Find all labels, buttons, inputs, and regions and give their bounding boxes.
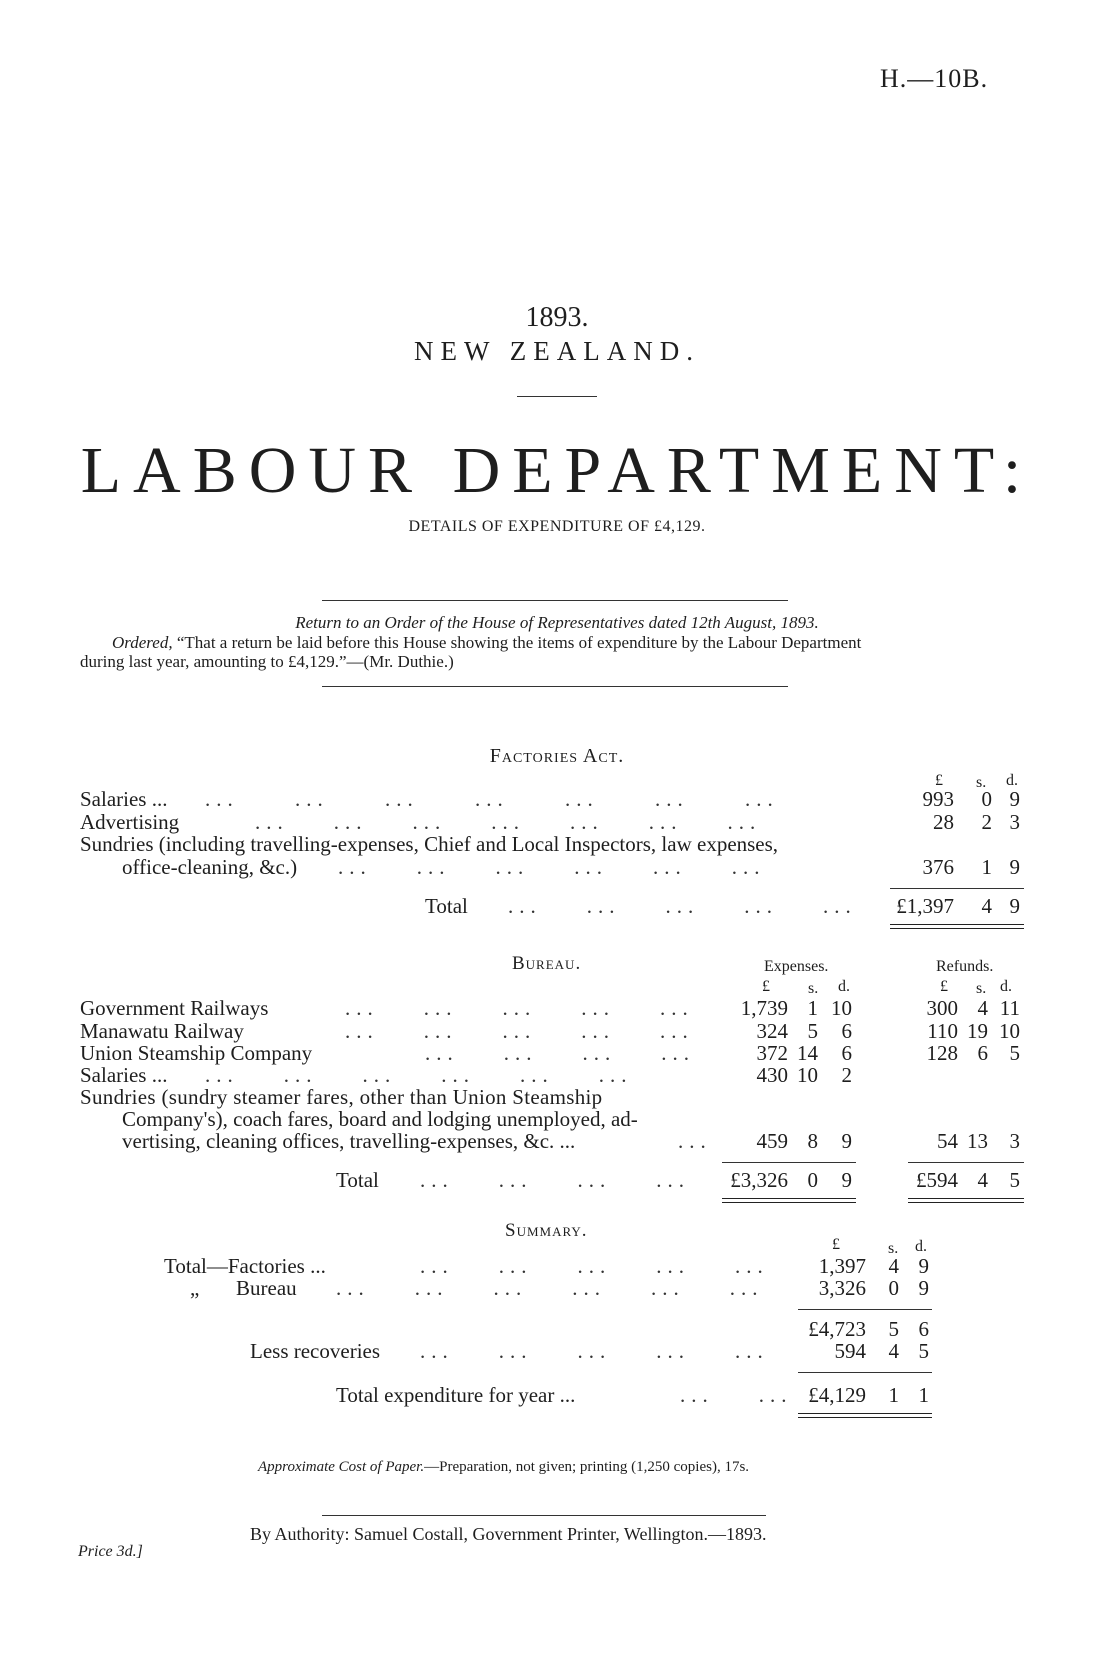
leader-dots: ... ... ... ... bbox=[420, 1168, 690, 1192]
summary-row-shillings: 0 bbox=[888, 1276, 899, 1300]
bureau-ref-pounds: 128 bbox=[926, 1041, 958, 1065]
price: Price 3d.] bbox=[78, 1543, 143, 1560]
leader-dots: ... ... ... ... ... ... bbox=[205, 1063, 633, 1087]
leader-dots: ... ... ... ... ... bbox=[508, 894, 857, 918]
bureau-total-ref-pence: 5 bbox=[1009, 1168, 1020, 1192]
bureau-exp-pounds: 1,739 bbox=[740, 996, 788, 1020]
summary-less-pounds: 594 bbox=[834, 1339, 866, 1363]
bureau-total-label: Total bbox=[336, 1168, 379, 1192]
bureau-row-label: Manawatu Railway bbox=[80, 1019, 244, 1043]
ordered-label: Ordered, bbox=[112, 633, 173, 652]
bureau-exp-pence: 2 bbox=[841, 1063, 852, 1087]
summary-col-shillings: s. bbox=[888, 1240, 899, 1257]
country: NEW ZEALAND. bbox=[414, 336, 700, 366]
bureau-expenses-heading: Expenses. bbox=[764, 958, 829, 975]
summary-total-pence: 1 bbox=[918, 1383, 929, 1407]
bureau-exp-pounds: 324 bbox=[756, 1019, 788, 1043]
summary-total-rule bbox=[798, 1372, 932, 1373]
bureau-row-label-cont: vertising, cleaning offices, travelling-expenses, &c. ... bbox=[122, 1129, 576, 1153]
summary-row-label: Bureau bbox=[236, 1276, 297, 1300]
factories-row-label: Sundries (including travelling-expenses, Chief and Local Inspectors, law expenses, bbox=[80, 832, 779, 856]
order-top-rule bbox=[322, 600, 788, 601]
bureau-ref-col-pounds: £ bbox=[940, 978, 948, 995]
summary-subtotal-shillings: 5 bbox=[888, 1317, 899, 1341]
authority-line: By Authority: Samuel Costall, Government Printer, Wellington.—1893. bbox=[250, 1524, 767, 1544]
bureau-total-ref-pounds: £594 bbox=[916, 1168, 958, 1192]
bureau-row-label: Sundries (sundry steamer fares, other than Union Steamship bbox=[80, 1085, 603, 1109]
summary-row-pence: 9 bbox=[918, 1254, 929, 1278]
bureau-exp-pence: 9 bbox=[841, 1129, 852, 1153]
summary-total-shillings: 1 bbox=[888, 1383, 899, 1407]
year: 1893. bbox=[525, 302, 589, 333]
bureau-ref-shillings: 19 bbox=[967, 1019, 988, 1043]
bureau-exp-pounds: 430 bbox=[756, 1063, 788, 1087]
leader-dots: ... bbox=[678, 1129, 712, 1153]
bureau-exp-shillings: 14 bbox=[797, 1041, 818, 1065]
title-rule bbox=[517, 396, 597, 397]
summary-less-label: Less recoveries bbox=[250, 1339, 381, 1363]
summary-row-shillings: 4 bbox=[888, 1254, 899, 1278]
leader-dots: ... ... ... ... ... bbox=[420, 1339, 769, 1363]
factories-row-pence: 9 bbox=[1009, 855, 1020, 879]
summary-less-shillings: 4 bbox=[888, 1339, 899, 1363]
summary-heading: Summary. bbox=[505, 1220, 588, 1241]
bureau-ref-shillings: 4 bbox=[977, 996, 988, 1020]
order-text-line1 bbox=[112, 633, 861, 653]
bureau-row-label: Government Railways bbox=[80, 996, 269, 1020]
factories-total-shillings: 4 bbox=[981, 894, 992, 918]
document-reference: H.—10B. bbox=[880, 64, 989, 93]
order-bottom-rule bbox=[322, 686, 788, 687]
bureau-ref-pence: 10 bbox=[999, 1019, 1020, 1043]
bureau-exp-pounds: 372 bbox=[756, 1041, 788, 1065]
factories-col-shillings: s. bbox=[976, 774, 987, 791]
order-quote-1: “That a return be laid before this House showing the items of expenditure by the Labour Department bbox=[176, 633, 862, 652]
summary-row-pounds: 1,397 bbox=[818, 1254, 866, 1278]
bureau-ref-pence: 5 bbox=[1009, 1041, 1020, 1065]
summary-total-pounds: £4,129 bbox=[808, 1383, 866, 1407]
factories-row-shillings: 1 bbox=[981, 855, 992, 879]
order-text-line2: during last year, amounting to £4,129.”—(Mr. Duthie.) bbox=[80, 652, 454, 671]
bureau-exp-pence: 6 bbox=[841, 1041, 852, 1065]
bureau-total-exp-pence: 9 bbox=[841, 1168, 852, 1192]
leader-dots: ... ... ... ... ... bbox=[345, 1019, 694, 1043]
bureau-exp-shillings: 1 bbox=[807, 996, 818, 1020]
summary-total-label: Total expenditure for year ... bbox=[336, 1383, 576, 1407]
factories-heading: Factories Act. bbox=[489, 745, 625, 767]
bureau-exp-double-rule bbox=[722, 1198, 856, 1203]
bureau-row-label: Union Steamship Company bbox=[80, 1041, 313, 1065]
leader-dots: ... ... ... ... ... bbox=[345, 996, 694, 1020]
bureau-exp-col-pence: d. bbox=[838, 978, 850, 995]
bureau-exp-total-rule bbox=[722, 1162, 856, 1163]
bureau-exp-pence: 10 bbox=[831, 996, 852, 1020]
summary-row-pounds: 3,326 bbox=[818, 1276, 866, 1300]
bureau-exp-pence: 6 bbox=[841, 1019, 852, 1043]
bureau-total-exp-pounds: £3,326 bbox=[730, 1168, 788, 1192]
bureau-exp-pounds: 459 bbox=[756, 1129, 788, 1153]
factories-col-pounds: £ bbox=[935, 772, 943, 789]
factories-row-pounds: 28 bbox=[933, 810, 954, 834]
factories-col-pence: d. bbox=[1006, 772, 1018, 789]
bureau-ref-total-rule bbox=[908, 1162, 1024, 1163]
summary-total-double-rule bbox=[798, 1413, 932, 1418]
leader-dots: ... ... ... ... ... ... ... bbox=[255, 810, 762, 834]
leader-dots: ... ... ... ... bbox=[425, 1041, 695, 1065]
factories-total-double-rule bbox=[890, 924, 1024, 929]
cost-text: —Preparation, not given; printing (1,250 copies), 17s. bbox=[424, 1459, 750, 1475]
bureau-row-label: Salaries ... bbox=[80, 1063, 168, 1087]
bureau-exp-shillings: 10 bbox=[797, 1063, 818, 1087]
bureau-exp-col-shillings: s. bbox=[808, 980, 819, 997]
bureau-heading: Bureau. bbox=[512, 953, 582, 974]
bureau-exp-shillings: 5 bbox=[807, 1019, 818, 1043]
factories-row-shillings: 2 bbox=[981, 810, 992, 834]
bureau-ref-pence: 11 bbox=[999, 996, 1020, 1020]
factories-row-pounds: 993 bbox=[922, 787, 954, 811]
leader-dots: ... ... ... ... ... ... ... bbox=[205, 787, 779, 811]
bureau-ref-pounds: 110 bbox=[927, 1019, 958, 1043]
bureau-refunds-heading: Refunds. bbox=[936, 958, 994, 975]
factories-row-shillings: 0 bbox=[981, 787, 992, 811]
bureau-total-exp-shillings: 0 bbox=[807, 1168, 818, 1192]
summary-row-pence: 9 bbox=[918, 1276, 929, 1300]
main-title: LABOUR DEPARTMENT: bbox=[80, 434, 1034, 507]
factories-total-pence: 9 bbox=[1009, 894, 1020, 918]
bureau-exp-col-pounds: £ bbox=[762, 978, 770, 995]
summary-ditto-mark: „ bbox=[190, 1276, 200, 1300]
order-return-line: Return to an Order of the House of Representatives dated 12th August, 1893. bbox=[295, 613, 819, 632]
summary-subtotal-pence: 6 bbox=[918, 1317, 929, 1341]
cost-note bbox=[258, 1459, 749, 1476]
factories-total-label: Total bbox=[425, 894, 468, 918]
factories-row-pounds: 376 bbox=[922, 855, 954, 879]
factories-row-pence: 9 bbox=[1009, 787, 1020, 811]
bureau-ref-pence: 3 bbox=[1009, 1129, 1020, 1153]
authority-rule bbox=[322, 1515, 766, 1516]
bureau-row-label-cont: Company's), coach fares, board and lodging unemployed, ad- bbox=[122, 1107, 638, 1131]
summary-row-label: Total—Factories ... bbox=[164, 1254, 326, 1278]
bureau-exp-shillings: 8 bbox=[807, 1129, 818, 1153]
summary-col-pence: d. bbox=[915, 1238, 927, 1255]
factories-row-label: Salaries ... bbox=[80, 787, 168, 811]
summary-less-pence: 5 bbox=[918, 1339, 929, 1363]
bureau-ref-pounds: 54 bbox=[937, 1129, 958, 1153]
bureau-ref-col-pence: d. bbox=[1000, 978, 1012, 995]
summary-subtotal-pounds: £4,723 bbox=[808, 1317, 866, 1341]
bureau-ref-double-rule bbox=[908, 1198, 1024, 1203]
leader-dots: ... ... ... ... ... bbox=[420, 1254, 769, 1278]
leader-dots: ... ... bbox=[680, 1383, 793, 1407]
leader-dots: ... ... ... ... ... ... bbox=[338, 855, 766, 879]
subtitle: DETAILS OF EXPENDITURE OF £4,129. bbox=[408, 518, 706, 535]
leader-dots: ... ... ... ... ... ... bbox=[336, 1276, 764, 1300]
summary-col-pounds: £ bbox=[832, 1236, 840, 1253]
factories-row-label: Advertising bbox=[80, 810, 180, 834]
factories-row-label-cont: office-cleaning, &c.) bbox=[122, 855, 298, 879]
bureau-ref-pounds: 300 bbox=[926, 996, 958, 1020]
cost-label: Approximate Cost of Paper. bbox=[258, 1459, 425, 1475]
bureau-ref-col-shillings: s. bbox=[976, 980, 987, 997]
bureau-total-ref-shillings: 4 bbox=[977, 1168, 988, 1192]
factories-total-pounds: £1,397 bbox=[896, 894, 954, 918]
factories-row-pence: 3 bbox=[1009, 810, 1020, 834]
summary-subtotal-rule bbox=[798, 1309, 932, 1310]
factories-total-rule bbox=[890, 888, 1024, 889]
bureau-ref-shillings: 6 bbox=[977, 1041, 988, 1065]
bureau-ref-shillings: 13 bbox=[967, 1129, 988, 1153]
